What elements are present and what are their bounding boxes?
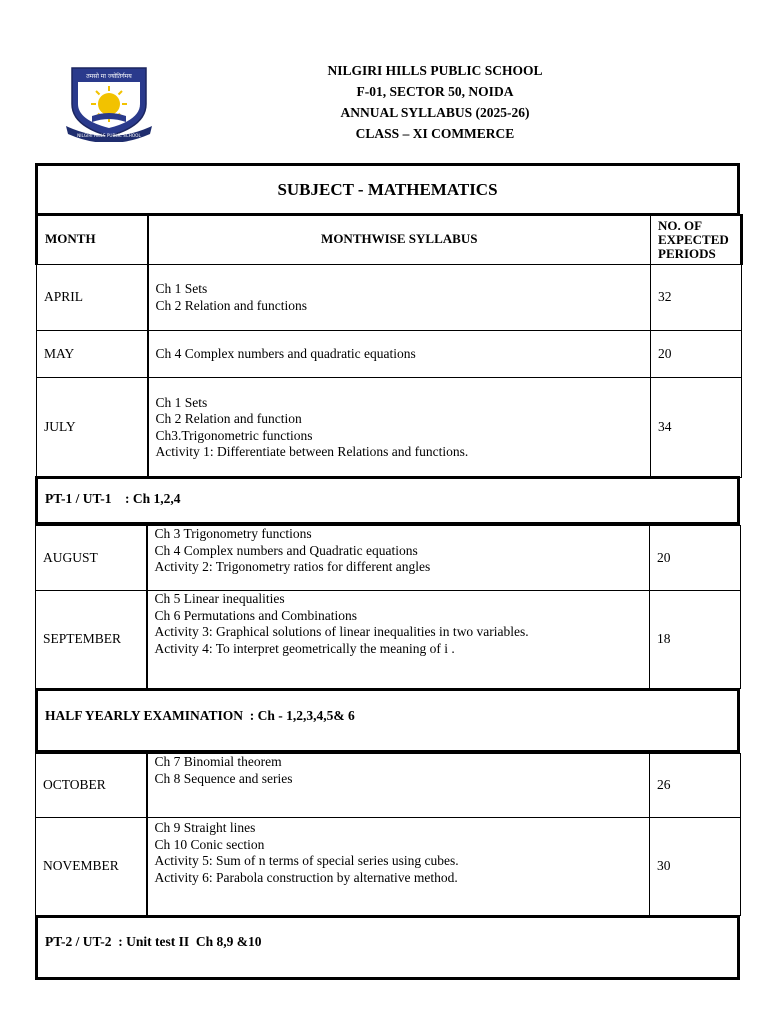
syllabus-table-block-3 — [35, 753, 741, 916]
periods-cell: 32 — [651, 265, 742, 331]
syllabus-column-header: MONTHWISE SYLLABUS — [148, 215, 651, 265]
periods-cell: 20 — [651, 331, 742, 378]
syllabus-cell: Ch 1 Sets Ch 2 Relation and functions — [148, 265, 651, 331]
periods-cell: 18 — [650, 591, 741, 689]
periods-column-header: NO. OF EXPECTED PERIODS — [651, 215, 742, 265]
table-row — [37, 265, 742, 331]
periods-cell: 34 — [651, 378, 742, 478]
table-row — [36, 754, 741, 818]
month-cell: SEPTEMBER — [36, 591, 147, 689]
school-name: NILGIRI HILLS PUBLIC SCHOOL — [327, 63, 543, 78]
school-logo — [64, 64, 154, 142]
month-cell: MAY — [37, 331, 148, 378]
exam-row-pt2 — [35, 915, 740, 980]
month-cell: NOVEMBER — [36, 818, 147, 916]
syllabus-cell: Ch 7 Binomial theorem Ch 8 Sequence and series — [147, 754, 650, 818]
exam-row-half-yearly — [35, 688, 740, 753]
month-cell: APRIL — [37, 265, 148, 331]
syllabus-cell: Ch 9 Straight lines Ch 10 Conic section Activity 5: Sum of n terms of special series using cubes. Activity 6: Parabola construction by alternative method. — [147, 818, 650, 916]
table-row — [36, 526, 741, 591]
class-title: CLASS – XI COMMERCE — [355, 126, 515, 141]
table-row — [37, 378, 742, 478]
month-column-header: MONTH — [37, 215, 148, 265]
table-row — [37, 331, 742, 378]
logo-banner-text: NILGIRI HILLS PUBLIC SCHOOL — [77, 133, 141, 138]
exam-label: PT-2 / UT-2 : Unit test II Ch 8,9 &10 — [45, 934, 262, 949]
month-cell: OCTOBER — [36, 754, 147, 818]
periods-cell: 26 — [650, 754, 741, 818]
subject-title: SUBJECT - MATHEMATICS — [35, 163, 740, 216]
column-header-row — [37, 215, 742, 265]
logo-motto: तमसो मा ज्योतिर्गमय — [86, 73, 132, 80]
syllabus-title: ANNUAL SYLLABUS (2025-26) — [340, 105, 530, 120]
syllabus-cell: Ch 4 Complex numbers and quadratic equations — [148, 331, 651, 378]
document-header — [250, 60, 620, 144]
syllabus-cell: Ch 1 Sets Ch 2 Relation and function Ch3.Trigonometric functions Activity 1: Differentiate between Relations and functions. — [148, 378, 651, 478]
syllabus-table-block-1 — [35, 214, 743, 478]
periods-cell: 30 — [650, 818, 741, 916]
table-row — [36, 591, 741, 689]
month-cell: JULY — [37, 378, 148, 478]
school-address: F-01, SECTOR 50, NOIDA — [356, 84, 514, 99]
periods-cell: 20 — [650, 526, 741, 591]
syllabus-table-block-2 — [35, 525, 741, 689]
table-row — [36, 818, 741, 916]
syllabus-cell: Ch 3 Trigonometry functions Ch 4 Complex numbers and Quadratic equations Activity 2: Trigonometry ratios for different angles — [147, 526, 650, 591]
exam-label: HALF YEARLY EXAMINATION : Ch - 1,2,3,4,5& 6 — [45, 708, 355, 723]
exam-row-pt1 — [35, 476, 740, 525]
month-cell: AUGUST — [36, 526, 147, 591]
syllabus-cell: Ch 5 Linear inequalities Ch 6 Permutations and Combinations Activity 3: Graphical solutions of linear inequalities in two variables. Activity 4: To interpret geometrically the meaning of i . — [147, 591, 650, 689]
exam-label: PT-1 / UT-1 : Ch 1,2,4 — [45, 490, 181, 506]
